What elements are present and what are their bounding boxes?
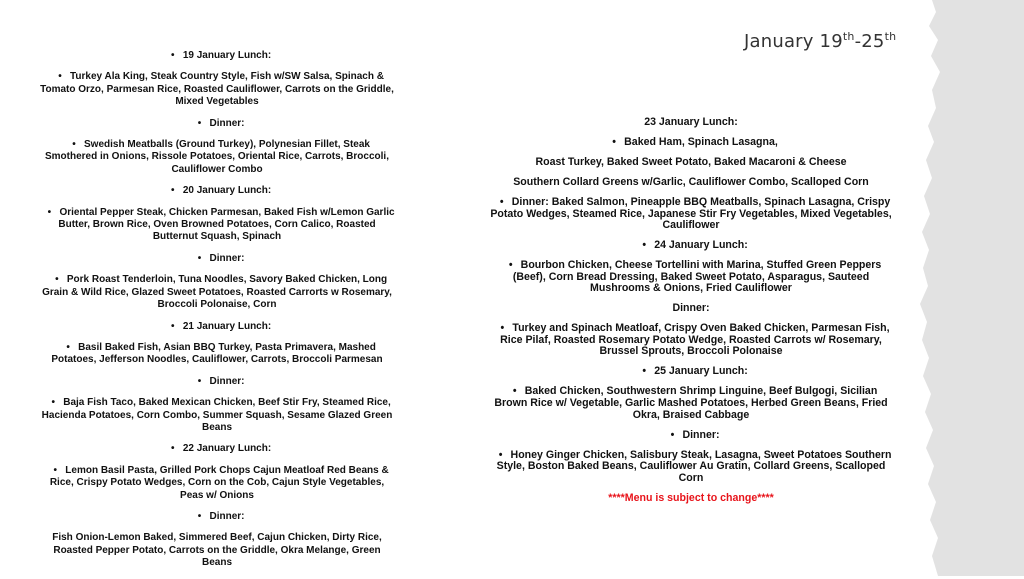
menu-item-text: Dinner: [209,117,245,129]
menu-item [38,397,396,434]
menu-item-text: Dinner: [209,252,245,264]
menu-item-text: 20 January Lunch: [182,185,272,197]
bullet-icon: • [55,274,59,286]
bullet-icon: • [197,252,202,264]
menu-item [38,50,396,62]
menu-item-text: Dinner: [209,510,245,522]
page-title [744,30,896,52]
menu-change-note: ****Menu is subject to change**** [608,491,774,504]
menu-item [38,376,396,388]
menu-item [38,253,396,265]
bullet-icon: • [51,397,55,409]
bullet-icon: • [670,428,675,441]
menu-item-text: Fish Onion-Lemon Baked, Simmered Beef, Cajun Chicken, Dirty Rice, Roasted Pepper Potato, Carrots on the Griddle, Okra Melange, Green Beans [52,532,382,569]
menu-item-text: Swedish Meatballs (Ground Turkey), Polynesian Fillet, Steak Smothered in Onions, Rissole Potatoes, Oriental Rice, Carrots, Broccoli, Cauliflower Combo [45,139,389,175]
menu-item [38,185,396,197]
menu-item [488,260,894,295]
menu-item [38,511,396,523]
menu-item-text: Roast Turkey, Baked Sweet Potato, Baked Macaroni & Cheese [535,155,847,168]
menu-item [38,465,396,502]
menu-item-text: Turkey Ala King, Steak Country Style, Fish w/SW Salsa, Spinach & Tomato Orzo, Parmesan Rice, Roasted Cauliflower, Carrots on the Griddle, Mixed Vegetables [40,71,394,108]
menu-item-text: Baked Ham, Spinach Lasagna, [624,135,778,148]
menu-item-text: Oriental Pepper Steak, Chicken Parmesan, Baked Fish w/Lemon Garlic Butter, Brown Rice, Oven Browned Potatoes, Corn Calico, Roasted Butternut Squash, Spinach [58,206,395,243]
menu-item [488,303,894,315]
menu-item-text: Dinner: [209,375,245,387]
bullet-icon: • [66,341,70,353]
bullet-icon: • [500,322,505,335]
menu-item [38,532,396,569]
bullet-icon: • [58,71,62,83]
bullet-icon: • [642,365,647,378]
menu-item [488,366,894,378]
bullet-icon: • [47,206,52,218]
menu-item [488,177,894,189]
menu-item-text: Dinner: Baked Salmon, Pineapple BBQ Meatballs, Spinach Lasagna, Crispy Potato Wedges, Steamed Rice, Japanese Stir Fry Vegetables, Mixed Vegetables, Cauliflower [490,195,892,232]
menu-item [488,197,894,232]
menu-item [488,240,894,252]
menu-item [38,321,396,333]
bullet-icon: • [498,448,503,461]
bullet-icon: • [512,385,517,398]
menu-item-text: Dinner: [682,428,720,441]
bullet-icon: • [171,185,175,197]
bullet-icon: • [171,443,175,455]
menu-item-text: Southern Collard Greens w/Garlic, Cauliflower Combo, Scalloped Corn [513,175,869,188]
left-menu-column [38,50,396,579]
menu-item-text: Turkey and Spinach Meatloaf, Crispy Oven Baked Chicken, Parmesan Fish, Rice Pilaf, Roasted Rosemary Potato Wedge, Roasted Carrots w/ Rosemary, Brussel Sprouts, Broccoli Polonaise [500,322,890,358]
menu-item-text: 22 January Lunch: [182,443,272,455]
menu-item-text: 21 January Lunch: [182,320,272,332]
bullet-icon: • [197,510,202,522]
title-suffix: th [884,30,897,43]
menu-item-text: Bourbon Chicken, Cheese Tortellini with Marina, Stuffed Green Peppers (Beef), Corn Bread Dressing, Baked Sweet Potato, Asparagus, Sauteed Mushrooms & Onions, Fried Cauliflower [512,259,882,295]
right-menu-column [488,117,894,513]
menu-item [38,342,396,367]
bullet-icon: • [171,320,175,332]
menu-item-text: 19 January Lunch: [182,50,272,61]
torn-paper-edge [914,0,1024,576]
menu-item [488,430,894,442]
bullet-icon: • [612,135,617,148]
menu-item-text: Dinner: [672,302,710,315]
menu-item-text: 23 January Lunch: [644,116,738,128]
menu-item [488,137,894,149]
title-suffix: th [842,30,855,43]
menu-item [38,274,396,311]
menu-item-text: Baja Fish Taco, Baked Mexican Chicken, Beef Stir Fry, Steamed Rice, Hacienda Potatoes, Corn Combo, Summer Squash, Sesame Glazed Green Beans [41,397,393,433]
menu-item [38,443,396,455]
menu-item [38,207,396,244]
menu-item [488,157,894,169]
menu-item [38,139,396,176]
bullet-icon: • [72,139,76,151]
bullet-icon: • [53,464,58,476]
menu-item-text: Pork Roast Tenderloin, Tuna Noodles, Savory Baked Chicken, Long Grain & Wild Rice, Glazed Sweet Potatoes, Roasted Carrorts w Rosemary, Broccoli Polonaise, Corn [42,274,392,311]
bullet-icon: • [508,259,513,272]
bullet-icon: • [171,50,175,61]
bullet-icon: • [642,239,647,252]
title-range: -25 [854,31,885,52]
menu-item [488,450,894,485]
menu-item-text: Basil Baked Fish, Asian BBQ Turkey, Pasta Primavera, Mashed Potatoes, Jefferson Noodles, Cauliflower, Carrots, Broccoli Parmesan [51,341,383,366]
menu-item-text: Lemon Basil Pasta, Grilled Pork Chops Cajun Meatloaf Red Beans & Rice, Crispy Potato Wedges, Corn on the Cob, Cajun Style Vegetables, Peas w/ Onions [49,464,389,501]
bullet-icon: • [197,117,202,129]
menu-item [38,118,396,130]
menu-item [488,386,894,421]
menu-item-text: Baked Chicken, Southwestern Shrimp Linguine, Beef Bulgogi, Sicilian Brown Rice w/ Vegetable, Garlic Mashed Potatoes, Herbed Green Beans, Fried Okra, Braised Cabbage [494,385,888,421]
bullet-icon: • [197,375,202,387]
menu-item [488,323,894,358]
bullet-icon: • [499,195,504,208]
menu-item-text: 24 January Lunch: [654,239,748,252]
menu-item-text: Honey Ginger Chicken, Salisbury Steak, Lasagna, Sweet Potatoes Southern Style, Boston Baked Beans, Cauliflower Au Gratin, Collard Greens, Scalloped Corn [496,448,892,484]
title-date: January 19 [744,31,843,52]
menu-item-text: 25 January Lunch: [654,365,748,378]
menu-item [38,71,396,108]
menu-item [488,117,894,129]
